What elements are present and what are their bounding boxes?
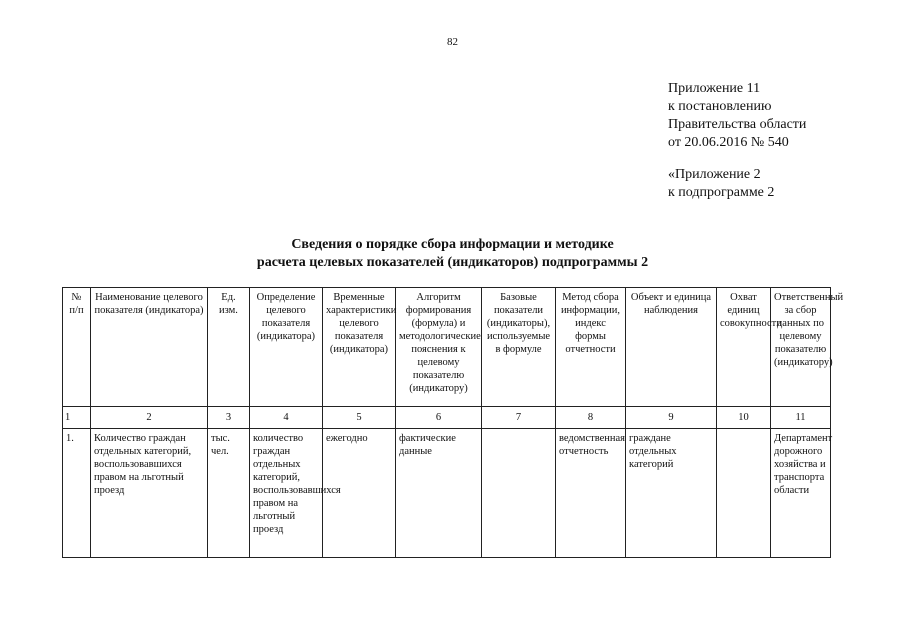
spacer (668, 152, 806, 166)
column-number: 5 (323, 407, 396, 429)
sub-appendix-line: «Приложение 2 (668, 167, 761, 182)
header-cell: Метод сбора информации, индекс формы отчетности (556, 288, 626, 407)
table-cell: фактические данные (396, 429, 482, 558)
column-number: 6 (396, 407, 482, 429)
table-row (63, 429, 831, 558)
column-number: 2 (91, 407, 208, 429)
header-cell: Определение целевого показателя (индикатора) (250, 288, 323, 407)
title-line: расчета целевых показателей (индикаторов) подпрограммы 2 (256, 255, 649, 270)
table-cell (482, 429, 556, 558)
page-number: 82 (447, 36, 458, 48)
column-number: 1 (63, 407, 91, 429)
header-cell: Временные характеристики целевого показателя (индикатора) (323, 288, 396, 407)
column-number: 11 (771, 407, 831, 429)
column-number: 9 (626, 407, 717, 429)
column-number: 10 (717, 407, 771, 429)
column-number: 8 (556, 407, 626, 429)
header-cell: Наименование целевого показателя (индикатора) (91, 288, 208, 407)
header-cell: Базовые показатели (индикаторы), используемые в формуле (482, 288, 556, 407)
header-cell: № п/п (63, 288, 91, 407)
column-number: 3 (208, 407, 250, 429)
header-cell: Ед. изм. (208, 288, 250, 407)
appendix-line: Правительства области (668, 117, 807, 132)
column-number-row (63, 407, 831, 429)
column-number: 7 (482, 407, 556, 429)
header-cell: Ответственный за сбор данных по целевому показателю (индикатору) (771, 288, 831, 407)
table-cell: ежегодно (323, 429, 396, 558)
table-cell: Департамент дорожного хозяйства и транспорта области (771, 429, 831, 558)
table-cell (717, 429, 771, 558)
header-cell: Алгоритм формирования (формула) и методологические пояснения к целевому показателю (индикатору) (396, 288, 482, 407)
table-cell: количество граждан отдельных категорий, воспользовавшихся правом на льготный проезд (250, 429, 323, 558)
appendix-line: к постановлению (668, 99, 772, 114)
document-title (0, 236, 905, 272)
title-line: Сведения о порядке сбора информации и методике (291, 237, 614, 252)
appendix-line: от 20.06.2016 № 540 (668, 135, 789, 150)
header-cell: Охват единиц совокупности (717, 288, 771, 407)
appendix-block (668, 80, 806, 202)
indicators-table (62, 287, 844, 558)
table-cell: тыс. чел. (208, 429, 250, 558)
table-cell: 1. (63, 429, 91, 558)
column-number: 4 (250, 407, 323, 429)
table-header-row (63, 288, 831, 407)
table-cell: ведомственная отчетность (556, 429, 626, 558)
table-cell: Количество граждан отдельных категорий, воспользовавшихся правом на льготный проезд (91, 429, 208, 558)
header-cell: Объект и единица наблюдения (626, 288, 717, 407)
sub-appendix-line: к подпрограмме 2 (668, 185, 775, 200)
table-cell: граждане отдельных категорий (626, 429, 717, 558)
appendix-line: Приложение 11 (668, 81, 761, 96)
